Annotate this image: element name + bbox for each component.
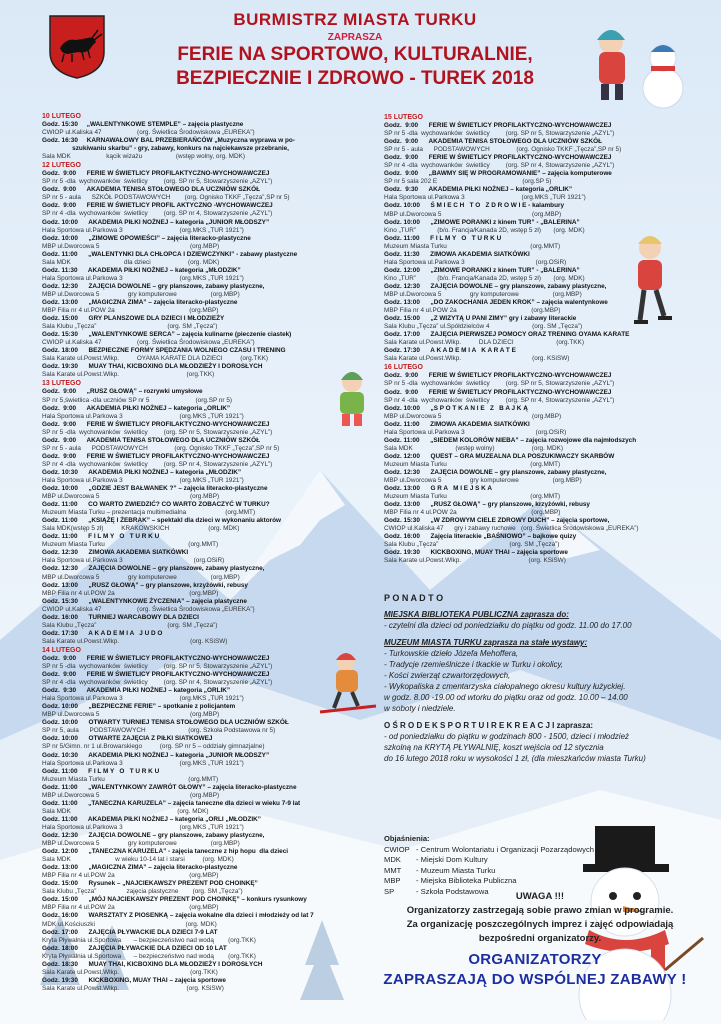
event-line: Godz. 10:30 AKADEMIA PIŁKI NOŻNEJ – kategoria „JUNIOR MŁODSZY”: [42, 751, 270, 759]
location-line: Kryta Pływalnia ul.Sportowa – bezpieczeństwo nad wodą (org.TKK): [42, 936, 256, 944]
event-line: Godz. 9:00 AKADEMIA PIŁKI NOŻNEJ – kategoria „ORLIK”: [42, 404, 231, 412]
notice-line-1: Organizatorzy zastrzegają sobie prawo zmian w programie.: [406, 905, 674, 916]
event-line: Godz. 11:00 F I L M Y O T U R K U: [42, 767, 160, 775]
museum-hours-1: w godz. 8.00 -19.00 od wtorku do piątku oraz od godz. 10.00 – 14.00: [384, 693, 628, 702]
event-line: Godz. 11:00 CO WARTO ZWIEDZIĆ? CO WARTO ZOBACZYĆ W TURKU?: [42, 501, 270, 509]
event-line: Godz. 9:00 FERIE W ŚWIETLICY PROFILAKTYCZNO-WYCHOWAWCZEJ: [42, 170, 270, 178]
location-line: Sala MDK dla dzieci (org. MDK): [42, 258, 220, 266]
location-line: Kino „TUR” (b/o. Francja/Kanada 2D, wstęp 5 zł) (org. MDK): [384, 226, 585, 234]
location-line: MBP ul.Dworcowa 5 gry komputerowe (org.MBP): [384, 290, 582, 298]
osir-heading: O Ś R O D E K S P O R T U I R E K R E A C J I zaprasza:: [384, 721, 594, 730]
event-line: Godz. 9:30 AKADEMIA PIŁKI NOŻNEJ – kategoria „ORLIK”: [42, 687, 231, 695]
schedule-column-left: [42, 112, 337, 1018]
event-line: Godz. 10:00 „ZIMOWE PORANKI z kinem TUR” - „BALERINA”: [384, 218, 580, 226]
location-line: Sala MDK (wstęp wolny) (org. MDK): [384, 444, 563, 452]
abbreviation-value: - Centrum Wolontariatu i Organizacji Pozarządowych: [416, 844, 594, 854]
location-line: Hala Sportowa ul.Parkowa 3 (org.MKS „TUR 1921”): [42, 823, 244, 831]
event-line: Godz. 11:00 AKADEMIA PIŁKI NOŻNEJ – kategoria „ORLI „MŁODZIK”: [42, 815, 261, 823]
event-line: Godz. 16:00 WARSZTATY Z PIOSENKĄ – zajęcia wokalne dla dzieci i młodzieży od lat 7: [42, 912, 314, 920]
location-line: Muzeum Miasta Turku (org.MMT): [384, 460, 561, 468]
location-line: MBP Filia nr 4 ul.POW 2a (org.MBP): [42, 307, 219, 315]
header-invites: ZAPRASZA: [327, 32, 383, 43]
location-line: SP nr 5/Gimn. nr 1 ul.Browarskiego (org. SP nr 5 – oddziały gimnazjalne): [42, 743, 265, 751]
event-line: Godz. 9:00 FERIE W ŚWIETLICY PROFILAKTYCZNO-WYCHOWAWCZEJ: [42, 452, 270, 460]
event-line: Godz. 15:30 „WALENTYNKOWE SERCA” – zajęcia kulinarne (pieczenie ciastek): [42, 331, 292, 339]
event-line: Godz. 9:00 „BAWMY SIĘ W PROGRAMOWANIE” – zajęcia komputerowe: [384, 170, 612, 178]
location-line: Sala MDK kącik wizażu (wstęp wolny, org. MDK): [42, 153, 246, 161]
event-line: Godz. 11:00 „SIEDEM KOLORÓW NIEBA” – zajęcia rozwojowe dla najmłodszych: [384, 436, 637, 444]
location-line: Hala Sportowa ul.Parkowa 3 (org.MKS „TUR 1921”): [42, 274, 244, 282]
location-line: Sala Klubu „Tęcza” ul.Spółdzielców 4 (org. SM „Tęcza”): [384, 323, 583, 331]
location-line: Hala Sportowa ul.Parkowa 3 (org.OSiR): [384, 428, 567, 436]
abbreviations-title: Objaśnienia:: [384, 834, 430, 843]
location-line: SP nr 5,świetlica -dla uczniów SP nr 5 (org.SP nr 5): [42, 396, 233, 404]
location-line: SP nr 5 -dla wychowanków świetlicy (org. SP nr 5, Stowarzyszenie „AZYL”): [42, 178, 273, 186]
event-line: Godz. 12:00 „TANECZNA KARUZELA” - zajęcia taneczne z hip hopu dla dzieci: [42, 848, 289, 856]
location-line: Sala Karate ul.Powst.Wlkp. (org.TKK): [42, 371, 215, 379]
event-line: Godz. 15:30 „WALENTYNKOWE ŻYCZENIA” – zajęcia plastyczne: [42, 597, 247, 605]
location-line: CWIOP ul.Kaliska 47 gry i zabawy ruchowe (org. Świetlica Środowiskowa „EUREKA”): [384, 525, 639, 533]
location-line: Kryta Pływalnia ul.Sportowa – bezpieczeństwo nad wodą (org.TKK): [42, 952, 256, 960]
location-line: MBP ul.Dworcowa 5 (org.MBP): [42, 791, 220, 799]
location-line: MBP Filia nr 4 ul.POW 2a (org.MBP): [42, 589, 219, 597]
event-line: Godz. 16:00 Zajęcia literackie „BAŚNIOWO” – bajkowe quizy: [384, 533, 577, 541]
location-line: MBP ul.Dworcowa 5 (org.MBP): [42, 493, 220, 501]
abbreviation-key: MBP: [384, 876, 401, 885]
event-line: Godz. 11:00 F I L M Y O T U R K U: [384, 234, 502, 242]
location-line: Hala Sportowa ul.Parkowa 3 (org.MKS „TUR 1921”): [42, 759, 244, 767]
location-line: MBP Filia nr 4 ul.POW 2a (org.MBP): [384, 509, 561, 517]
location-line: Kino „TUR” (b/o. Francja/Kanada 2D, wstęp 5 zł) (org. MDK): [384, 274, 585, 282]
event-line: Godz. 13:00 „MAGICZNA ZIMA” – zajęcia literacko-plastyczne: [42, 298, 238, 306]
event-line: Godz. 9:00 FERIE W ŚWIETLICY PROFILAKTYCZNO-WYCHOWAWCZEJ: [42, 671, 270, 679]
event-line: Godz. 11:00 F I L M Y O T U R K U: [42, 533, 160, 541]
event-line: Godz. 13:00 „DO ZAKOCHANIA JEDEN KROK” – zajęcia walentynkowe: [384, 299, 608, 307]
event-line: Godz. 19:30 KICKBOXING, MUAY THAI – zajęcia sportowe: [42, 976, 226, 984]
event-line: Godz. 17:30 A K A D E M I A K A R A T E: [384, 347, 516, 355]
event-line: Godz. 9:00 AKADEMIA TENISA STOŁOWEGO DLA UCZNIÓW SZKÓŁ: [42, 436, 260, 444]
library-hours: - czytelni dla dzieci od poniedziałku do piątku od godz. 11.00 do 17.00: [384, 621, 632, 630]
event-line: Godz. 9:00 AKADEMIA TENISA STOŁOWEGO DLA UCZNIÓW SZKÓŁ: [384, 138, 602, 146]
location-line: CWIOP ul.Kaliska 47 (org. Świetlica Środowiskowa „EUREKA”): [42, 129, 255, 137]
location-line: MBP ul.Dworcowa 5 (org.MBP): [42, 711, 220, 719]
date-heading: 15 LUTEGO: [384, 114, 423, 121]
event-line: Godz. 13:00 G R A M I E J S K A: [384, 485, 492, 493]
abbreviation-key: SP: [384, 886, 395, 896]
location-line: SP nr 4 -dla wychowanków świetlicy (org. SP nr 4, Stowarzyszenie „AZYL”): [42, 679, 273, 687]
event-line: Godz. 11:00 „KSIĄŻĘ I ŻEBRAK” – spektakl dla dzieci w wykonaniu aktorów: [42, 517, 281, 525]
location-line: Sala Karate ul.Powst.Wlkp. DLA DZIECI (org.TKK): [384, 339, 584, 347]
event-line: Godz. 9:00 FERIE W ŚWIETLICY PROFIL AKTYCZNO -WYCHOWAWCZEJ: [42, 202, 273, 210]
event-line: Godz. 19:30 KICKBOXING, MUAY THAI – zajęcia sportowe: [384, 549, 568, 557]
location-line: Muzeum Miasta Turku (org.MMT): [384, 493, 561, 501]
location-line: SP nr 5 sala 202 E (org.SP 5): [384, 178, 552, 186]
location-line: Sala Klubu „Tęcza” (org. SM „Tęcza”): [42, 323, 218, 331]
date-heading: 13 LUTEGO: [42, 380, 81, 388]
location-line: Sala Karate ul.Powst.Wlkp. (org. KSiSW): [42, 637, 228, 645]
location-line: SP nr 4 -dla wychowanków świetlicy (org. SP nr 4, Stowarzyszenie „AZYL”): [384, 162, 615, 170]
event-line: Godz. 15:00 „Z WIZYTĄ U PANI ZIMY” gry i zabawy literackie: [384, 315, 577, 323]
additional-offers: [384, 593, 694, 764]
abbreviation-row: [384, 866, 624, 877]
event-line: Godz. 11:00 „TANECZNA KARUZELA” – zajęcia taneczne dla dzieci w wieku 7-9 lat: [42, 799, 301, 807]
event-line: Godz. 18:00 ZAJĘCIA PŁYWACKIE DLA DZIECI OD 10 LAT: [42, 944, 227, 952]
event-line: Godz. 9:00 FERIE W ŚWIETLICY PROFILAKTYCZNO-WYCHOWAWCZEJ: [384, 388, 612, 396]
location-line: SP nr 5 - aula SZKÓŁ PODSTAWOWYCH (org. Ognisko TKKF „Tęcza”,SP nr 5): [42, 194, 290, 202]
event-line: Godz. 13:00 „MAGICZNA ZIMA” – zajęcia literacko-plastyczne: [42, 864, 238, 872]
event-line: Godz. 15:30 „WALENTYNKOWE STEMPLE” – zajęcia plastyczne: [42, 121, 244, 128]
event-line: Godz. 11:00 ZIMOWA AKADEMIA SIATKÓWKI: [384, 420, 530, 428]
closing-invitation: [355, 950, 715, 990]
event-line: Godz. 11:30 ZIMOWA AKADEMIA SIATKÓWKI: [384, 250, 530, 258]
museum-exhibit-3: - Kości zwierząt czwartorzędowych,: [384, 671, 511, 680]
location-line: Hala Sportowa ul.Parkowa 3 (org.MKS „TUR 1921”): [42, 695, 244, 703]
event-line: Godz. 15:30 „W ZDROWYM CIELE ZDROWY DUCH” – zajęcia sportowe,: [384, 517, 610, 525]
event-line: Godz. 9:00 FERIE W ŚWIETLICY PROFILAKTYCZNO-WYCHOWAWCZEJ: [384, 154, 612, 162]
poster-header: [120, 10, 590, 91]
abbreviations-legend: [384, 834, 624, 897]
osir-line-3: do 16 lutego 2018 roku w wysokości 1 zł, (dla mieszkańców miasta Turku): [384, 754, 646, 763]
event-line: Godz. 10:00 „BEZPIECZNE FERIE” – spotkanie z policjantem: [42, 703, 236, 711]
location-line: MBP ul.Dworcowa 5 (org.MBP): [384, 210, 562, 218]
schedule-column-right: [384, 113, 684, 591]
location-line: CWIOP ul.Kaliska 47 (org. Świetlica Środowiskowa „EUREKA”): [42, 605, 255, 613]
notice-title: UWAGA !!!: [515, 891, 565, 902]
museum-heading: MUZEUM MIASTA TURKU zaprasza na stałe wystawy:: [384, 638, 588, 647]
event-line: Godz. 17:00 ZAJĘCIA PŁYWACKIE DLA DZIECI 7-9 LAT: [42, 928, 218, 936]
abbreviation-value: - Miejska Biblioteka Publiczna: [416, 876, 517, 885]
location-line: SP nr 5 -dla wychowanków świetlicy (org. SP nr 5, Stowarzyszenie „AZYL”): [42, 428, 273, 436]
event-line: Godz. 15:00 Rysunek – „NAJCIEKAWSZY PREZENT POD CHOINKĘ”: [42, 880, 258, 888]
date-heading: 16 LUTEGO: [384, 364, 423, 372]
location-line: Hala Sportowa ul.Parkowa 3 (org.OSiR): [42, 557, 225, 565]
event-line: Godz. 13:00 „RUSZ GŁOWĄ” – gry planszowe, krzyżówki, rebusy: [384, 501, 590, 509]
closing-line-1: ORGANIZATORZY: [468, 951, 602, 968]
location-line: MBP ul.Dworcowa 5 gry komputerowe (org.MBP): [42, 290, 240, 298]
location-line: Hala Sportowa ul.Parkowa 3 (org.OSiR): [384, 258, 567, 266]
event-line: Godz. 17:30 A K A D E M I A J U D O: [42, 629, 163, 637]
location-line: SP nr 5 -dla wychowanków świetlicy (org. SP nr 5, Stowarzyszenie „AZYL”): [384, 130, 615, 138]
location-line: Sala Klubu „Tęcza” zajęcia plastyczne (org. SM „Tęcza”): [42, 888, 243, 896]
location-line: Sala Karate ul.Powst.Wlkp. (org. KSiSW): [384, 355, 570, 363]
abbreviation-row: [384, 855, 624, 866]
location-line: MBP Filia nr 4 ul.POW 2a (org.MBP): [42, 904, 219, 912]
location-line: SP nr 4 -dla wychowanków świetlicy (org. SP nr 4, Stowarzyszenie „AZYL”): [42, 460, 273, 468]
event-line: Godz. 10:00 „ZIMOWE OPOWIEŚCI” – zajęcia literacko-plastyczne: [42, 234, 251, 242]
event-line: Godz. 12:30 ZAJĘCIA DOWOLNE – gry planszowe, zabawy plastyczne,: [384, 282, 607, 290]
abbreviation-value: - Miejski Dom Kultury: [416, 855, 488, 864]
event-line: Godz. 12:30 ZAJĘCIA DOWOLNE – gry planszowe, zabawy plastyczne,: [384, 468, 607, 476]
location-line: SP nr 5 -dla wychowanków świetlicy (org. SP nr 5, Stowarzyszenie „AZYL”): [384, 380, 615, 388]
location-line: Sala Karate ul.Powst.Wlkp. (org. KSiSW): [42, 984, 224, 992]
header-main-line-1: FERIE NA SPORTOWO, KULTURALNIE,: [177, 44, 533, 65]
location-line: Sala Klubu „Tęcza” (org. SM „Tęcza”): [384, 541, 560, 549]
abbreviation-key: MDK: [384, 855, 401, 864]
location-line: Muzeum Miasta Turku (org.MMT): [42, 541, 219, 549]
osir-line-1: - od poniedziałku do piątku w godzinach 800 - 1500, dzieci i młodzież: [384, 732, 630, 741]
location-line: MBP ul.Dworcowa 5 gry komputerowe (org.MBP): [42, 840, 240, 848]
location-line: Muzeum Miasta Turku (org.MMT): [384, 242, 561, 250]
event-line: Godz. 15:00 GRY PLANSZOWE DLA DZIECI I MŁODZIEŻY: [42, 315, 225, 323]
location-line: MDK ul.Kościuszki (org. MDK): [42, 920, 217, 928]
location-line: Sala Karate ul.Powst.Wlkp. (org. KSiSW): [384, 557, 566, 565]
library-heading: MIEJSKA BIBLIOTEKA PUBLICZNA zaprasza do:: [384, 610, 569, 619]
location-line: Sala Karate ul.Powst.Wlkp. (org.TKK): [42, 968, 218, 976]
event-line: Godz. 9:00 „RUSZ GŁOWĄ” – rozrywki umysłowe: [42, 388, 203, 396]
location-line: MBP Filia nr 4 ul.POW 2a (org.MBP): [384, 307, 561, 315]
notice-line-2: Za organizację poszczególnych imprez i zajęć odpowiadają: [406, 919, 674, 930]
event-line: Godz. 10:30 AKADEMIA PIŁKI NOŻNEJ – kategoria „MŁODZIK”: [42, 468, 242, 476]
location-line: SP nr 5 - aula PODSTAWOWYCH (org. Ognisko TKKF „Tęcza”,SP nr 5): [384, 146, 622, 154]
abbreviation-row: [384, 845, 624, 856]
location-line: MBP ul.Dworcowa 5 gry komputerowe (org.MBP): [42, 573, 240, 581]
event-line: Godz. 10:00 OTWARTY TURNIEJ TENISA STOŁOWEGO DLA UCZNIÓW SZKÓŁ: [42, 719, 289, 727]
event-line: Godz. 18:30 MUAY THAI, KICBOXING DLA MŁODZIEŻY I DOROSŁYCH: [42, 960, 263, 968]
ponadto-heading: P O N A D T O: [384, 593, 444, 603]
abbreviation-value: - Muzeum Miasta Turku: [416, 865, 496, 875]
location-line: MBP ul.Dworcowa 5 (org.MBP): [42, 242, 220, 250]
event-line: Godz. 18:00 BEZPIECZNE FORMY SPĘDZANIA WOLNEGO CZASU I TRENING: [42, 347, 286, 355]
museum-exhibit-1: - Turkowskie dzieło Józefa Mehoffera,: [384, 649, 519, 658]
event-line: Godz. 9:00 FERIE W ŚWIETLICY PROFILAKTYCZNO-WYCHOWAWCZEJ: [384, 372, 612, 380]
event-line: szukiwaniu skarbu” - gry, zabawy, konkurs na najciekawsze przebranie,: [42, 145, 289, 153]
event-line: Godz. 9:30 AKADEMIA PIŁKI NOŻNEJ – kategoria „ORLIK”: [384, 186, 573, 194]
museum-hours-2: w soboty i niedziele.: [384, 704, 456, 713]
event-line: Godz. 17:00 ZAJĘCIA PIERWSZEJ POMOCY ORAZ TRENING OYAMA KARATE: [384, 331, 630, 339]
event-line: Godz. 16:30 KARNAWAŁOWY BAL PRZEBIERAŃCÓW „Muzyczna wyprawa w po-: [42, 137, 295, 145]
event-line: Godz. 11:00 „WALENTYNKOWY ZAWRÓT GŁOWY” – zajęcia literacko-plastyczne: [42, 783, 297, 791]
location-line: Hala Sportowa ul.Parkowa 3 (org.MKS „TUR 1921”): [42, 476, 244, 484]
location-line: SP nr 4 -dla wychowanków świetlicy (org. SP nr 4, Stowarzyszenie „AZYL”): [42, 210, 273, 218]
header-title: BURMISTRZ MIASTA TURKU: [233, 10, 477, 29]
abbreviation-row: [384, 876, 624, 887]
location-line: SP nr 5, aula PODSTAWOWYCH (org. Szkoła Podstawowa nr 5): [42, 727, 276, 735]
location-line: Sala Klubu „Tęcza” (org. SM „Tęcza”): [42, 621, 218, 629]
event-line: Godz. 12:30 ZAJĘCIA DOWOLNE – gry planszowe, zabawy plastyczne,: [42, 831, 265, 839]
event-line: Godz. 11:00 „WALENTYNKI DLA CHŁOPCA I DZIEWCZYNKI” - zabawy plastyczne: [42, 250, 298, 258]
location-line: MBP ul.Dworcowa 5 gry komputerowe (org.MBP): [384, 477, 582, 485]
kids-and-snowman-illustration: [575, 10, 695, 110]
event-line: Godz. 12:30 ZIMOWA AKADEMIA SIATKÓWKI: [42, 549, 189, 557]
location-line: SP nr 4 -dla wychowanków świetlicy (org. SP nr 4, Stowarzyszenie „AZYL”): [384, 396, 615, 404]
event-line: Godz. 9:00 FERIE W ŚWIETLICY PROFILAKTYCZNO-WYCHOWAWCZEJ: [42, 654, 270, 662]
date-heading: 14 LUTEGO: [42, 646, 81, 654]
museum-exhibit-4: - Wykopaliska z cmentarzyska ciałopalnego okresu kultury łużyckiej.: [384, 682, 626, 691]
notice-line-3: bezpośredni organizatorzy.: [478, 933, 602, 944]
location-line: MBP ul.Dworcowa 5 (org.MBP): [384, 412, 562, 420]
town-crest: [48, 14, 106, 80]
date-heading: 12 LUTEGO: [42, 162, 81, 170]
location-line: Muzeum Miasta Turku (org.MMT): [42, 775, 219, 783]
event-line: Godz. 15:00 „MÓJ NAJCIEKAWSZY PREZENT POD CHOINKĘ” – konkurs rysunkowy: [42, 896, 307, 904]
event-line: Godz. 10:00 „GDZIE JEST BAŁWANEK ?” – zajęcia literacko-plastyczne: [42, 485, 268, 493]
location-line: Sala MDK(wstęp 5 zł) KRAKOWSKICH (org. MDK): [42, 525, 240, 533]
location-line: Hala Sportowa ul.Parkowa 3 (org.MKS „TUR 1921”): [42, 226, 244, 234]
location-line: Hala Sportowa ul.Parkowa 3 (org.MKS „TUR 1921”): [42, 412, 244, 420]
event-line: Godz. 10:00 Ś M I E C H T O Z D R O W I E - kalambury: [384, 202, 565, 210]
event-line: Godz. 9:00 FERIE W ŚWIETLICY PROFILAKTYCZNO-WYCHOWAWCZEJ: [384, 122, 612, 129]
event-line: Godz. 9:00 FERIE W ŚWIETLICY PROFILAKTYCZNO-WYCHOWAWCZEJ: [42, 420, 270, 428]
event-line: Godz. 9:00 AKADEMIA TENISA STOŁOWEGO DLA UCZNIÓW SZKÓŁ: [42, 186, 260, 194]
location-line: Sala Karate ul.Powst.Wlkp. OYAMA KARATE DLA DZIECI (org.TKK): [42, 355, 268, 363]
event-line: Godz. 10:00 „S P O T K A N I E Z B A J K Ą: [384, 404, 528, 412]
museum-exhibit-2: - Tradycje rzemieślnicze i tkackie w Turku i okolicy,: [384, 660, 564, 669]
abbreviation-key: CWIOP: [384, 844, 410, 854]
location-line: CWIOP ul.Kaliska 47 (org. Świetlica Środowiskowa „EUREKA”): [42, 339, 255, 347]
location-line: MBP Filia nr 4 ul.POW 2a (org.MBP): [42, 872, 219, 880]
event-line: Godz. 10:00 OTWARTE ZAJĘCIA Z PIŁKI SIATKOWEJ: [42, 735, 213, 743]
event-line: Godz. 12:30 ZAJĘCIA DOWOLNE – gry planszowe, zabawy plastyczne,: [42, 282, 265, 290]
osir-line-2: szkolną na KRYTĄ PŁYWALNIĘ, koszt wejścia od 12 stycznia: [384, 743, 604, 752]
event-line: Godz. 11:30 AKADEMIA PIŁKI NOŻNEJ – kategoria „MŁODZIK”: [42, 266, 241, 274]
event-line: Godz. 10:00 AKADEMIA PIŁKI NOŻNEJ – kategoria „JUNIOR MŁODSZY”: [42, 218, 270, 226]
event-line: Godz. 19:30 MUAY THAI, KICBOXING DLA MŁODZIEŻY I DOROSŁYCH: [42, 363, 263, 371]
notice-box: [370, 890, 710, 946]
location-line: Sala MDK w wieku 10-14 lat i starsi (org. MDK): [42, 856, 234, 864]
closing-line-2: ZAPRASZAJĄ DO WSPÓLNEJ ZABAWY !: [383, 971, 687, 988]
event-line: Godz. 12:30 ZAJĘCIA DOWOLNE – gry planszowe, zabawy plastyczne,: [42, 565, 265, 573]
event-line: Godz. 16:00 TURNIEJ WARCABOWY DLA DZIECI: [42, 613, 199, 621]
header-main-line-2: BEZPIECZNIE I ZDROWO - TUREK 2018: [176, 68, 534, 89]
event-line: Godz. 12:00 QUEST – GRA MUZEALNA DLA POSZUKIWACZY SKARBÓW: [384, 452, 615, 460]
abbreviation-key: MMT: [384, 865, 402, 875]
event-line: Godz. 12:00 „ZIMOWE PORANKI z kinem TUR” - „BALERINA”: [384, 266, 580, 274]
location-line: Sala MDK (org. MDK): [42, 807, 209, 815]
date-heading: 10 LUTEGO: [42, 113, 81, 120]
location-line: Muzeum Miasta Turku – prezentacja multimedialna (org.MMT): [42, 509, 256, 517]
event-line: Godz. 13:00 „RUSZ GŁOWĄ” – gry planszowe, krzyżówki, rebusy: [42, 581, 248, 589]
location-line: Hala Sportowa ul.Parkowa 3 (org.MKS „TUR 1921”): [384, 194, 586, 202]
abbreviation-value: - Szkoła Podstawowa: [416, 886, 489, 896]
location-line: SP nr 5 -dla wychowanków świetlicy (org. SP nr 5, Stowarzyszenie „AZYL”): [42, 663, 273, 670]
location-line: SP nr 5 - aula PODSTAWOWYCH (org. Ognisko TKKF „Tęcza”,SP nr 5): [42, 444, 280, 452]
